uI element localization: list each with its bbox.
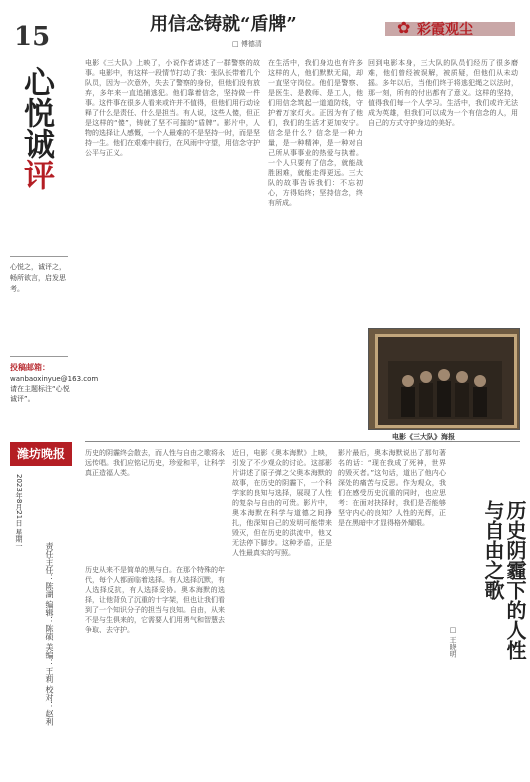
badge-label: 彩霞观尘 — [417, 22, 473, 38]
column-title-main: 心悦诚 — [18, 66, 54, 159]
column-title-accent: 评 — [18, 159, 54, 190]
sidebar-divider — [10, 256, 68, 257]
contribution-text: wanbaoxinyue@163.com 请在主题标注“心悦诚评”。 — [10, 375, 99, 403]
article-column: 在生活中，我们身边也有许多这样的人，他们默默无闻，却一直坚守岗位。他们是警察、是医生、是教师、是工人，他们用信念筑起一道道防线，守护着万家灯火。正因为有了他们，我们的生活才更加安宁。信念是什么？信念是一种力量，是一种精神，是一种对自己所从事事业的热爱与执着。一个人只要有了信念，就能战胜困难，就能走得更远。三大队的故事告诉我们：不忘初心，方得始终；坚持信念，终有所成。 — [268, 59, 363, 207]
photo-caption: 电影《三大队》海报 — [392, 433, 455, 441]
editor-credits: 责任主任：陈湖 编辑：陈硕 美编：王莉 校对：赵利 — [45, 542, 54, 726]
column-badge — [385, 16, 515, 42]
article-byline: □ 傅德清 — [232, 40, 262, 48]
column-slogan: 心悦之，诚评之，畅所欲言，启发思考。 — [10, 263, 66, 293]
sidebar — [0, 0, 99, 782]
article-column: 历史从来不是简单的黑与白。在那个特殊的年代，每个人都面临着选择。有人选择沉默，有人选择反抗，有人选择妥协。奥本海默的选择，让他背负了沉重的十字架，但也让我们看到了一个知识分子的担当与良知。自由，从来不是与生俱来的，它需要人们用勇气和智慧去争取、去守护。 — [85, 566, 225, 634]
bottom-article-headline: 历史阴霾下的人性与自由之歌 — [481, 500, 527, 660]
flower-icon: ✿ — [397, 18, 411, 37]
bottom-article-byline: □ 王晓明 — [449, 626, 457, 658]
page-number: 15 — [14, 22, 51, 52]
article-column: 历史的阴霾终会散去，而人性与自由之歌将永远传唱。我们应铭记历史，珍爱和平，让科学真正造福人类。 — [85, 449, 225, 477]
article-column: 电影《三大队》上映了，小说作者讲述了一群警察的故事。电影中，有这样一段情节打动了我：张队长带着几个队员，因为一次意外，失去了警察的身份，但他们没有放弃，多年来一直追捕逃犯。他们靠着信念，坚持做一件事。这件事在很多人看来或许并不值得，但他们用行动诠释了什么是责任、什么是担当。有人说，这些人傻，但正是这样的“傻”，铸就了坚不可摧的“盾牌”。影片中，人物的选择让人感慨，一个人最难的不是坚持一时，而是坚持一生。他们在艰难中前行，在风雨中守望，用信念守护公平与正义。 — [85, 59, 260, 157]
photo-frame — [375, 334, 517, 428]
article-column: 影片最后，奥本海默说出了那句著名的话：“现在我成了死神，世界的毁灭者。”这句话，道出了他内心深处的痛苦与反思。作为观众，我们在感受历史沉重的同时，也应思考：在面对抉择时，我们是否能够坚守内心的良知？人性的光辉，正是在黑暗中才显得格外耀眼。 — [338, 449, 446, 527]
newspaper-logo: 潍坊晚报 — [10, 442, 72, 466]
contribution-title: 投稿邮箱： — [10, 363, 50, 372]
movie-poster-photo — [368, 328, 520, 430]
article-column: 回到电影本身，三大队的队员们经历了很多磨难，他们曾经被误解，被质疑，但他们从未动摇。多年以后，当他们终于将逃犯绳之以法时，那一刻，所有的付出都有了意义。这样的坚持，值得我们每一个人学习。生活中，我们或许无法成为英雄，但我们可以成为一个有信念的人，用自己的方式守护身边的美好。 — [368, 59, 518, 127]
group-photo-illustration — [388, 361, 502, 419]
article-headline: 用信念铸就“盾牌” — [150, 14, 297, 35]
column-title — [14, 66, 54, 190]
section-divider — [85, 441, 520, 442]
article-column: 近日，电影《奥本海默》上映，引发了不少观众的讨论。这部影片讲述了原子弹之父奥本海默的故事，在历史的阴霾下，一个科学家的良知与选择，展现了人性的复杂与自由的可贵。影片中，奥本海默在科学与道德之间挣扎，他深知自己的发明可能带来毁灭，但在历史的洪流中，他又无法停下脚步。这种矛盾，正是人性最真实的写照。 — [232, 449, 332, 557]
sidebar-divider — [10, 356, 68, 357]
issue-date: 2023年8月21日 星期一 — [15, 474, 23, 550]
